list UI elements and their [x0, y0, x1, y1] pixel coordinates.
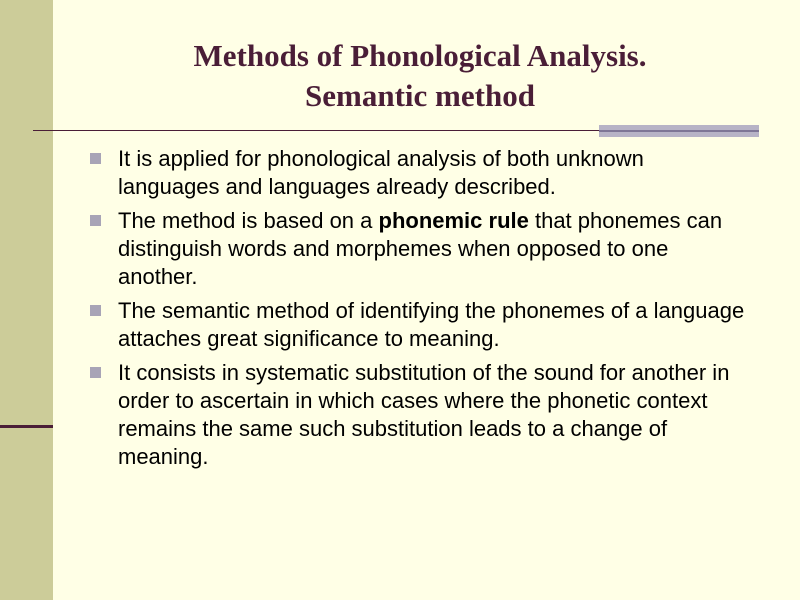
- square-bullet-icon: [90, 153, 101, 164]
- left-band-accent-line: [0, 425, 53, 428]
- bullet-text: The semantic method of identifying the phonemes of a language attaches great significance to meaning.: [118, 298, 745, 351]
- slide-title-line-1: Methods of Phonological Analysis.: [193, 38, 647, 73]
- slide-title: [60, 36, 780, 116]
- bullet-item: [90, 145, 750, 201]
- bullet-text-after: that phonemes can distinguish words and morphemes when opposed to one another.: [118, 208, 723, 289]
- bullet-text-before: The method is based on a: [118, 208, 379, 233]
- square-bullet-icon: [90, 367, 101, 378]
- bullet-item: [90, 207, 750, 291]
- bullet-item: [90, 359, 750, 471]
- bullet-text: It consists in systematic substitution of the sound for another in order to ascertain in which cases where the phonetic context remains the same such substitution leads to a change of meaning.: [118, 360, 730, 469]
- slide-title-line-2: Semantic method: [305, 78, 535, 113]
- bullet-bold-term: phonemic rule: [378, 208, 529, 233]
- bullet-text: It is applied for phonological analysis of both unknown languages and languages already described.: [118, 146, 644, 199]
- square-bullet-icon: [90, 215, 101, 226]
- title-divider-accent-stripe: [599, 130, 759, 132]
- square-bullet-icon: [90, 305, 101, 316]
- left-decorative-band: [0, 0, 53, 600]
- bullet-item: [90, 297, 750, 353]
- bullet-list: [90, 145, 750, 477]
